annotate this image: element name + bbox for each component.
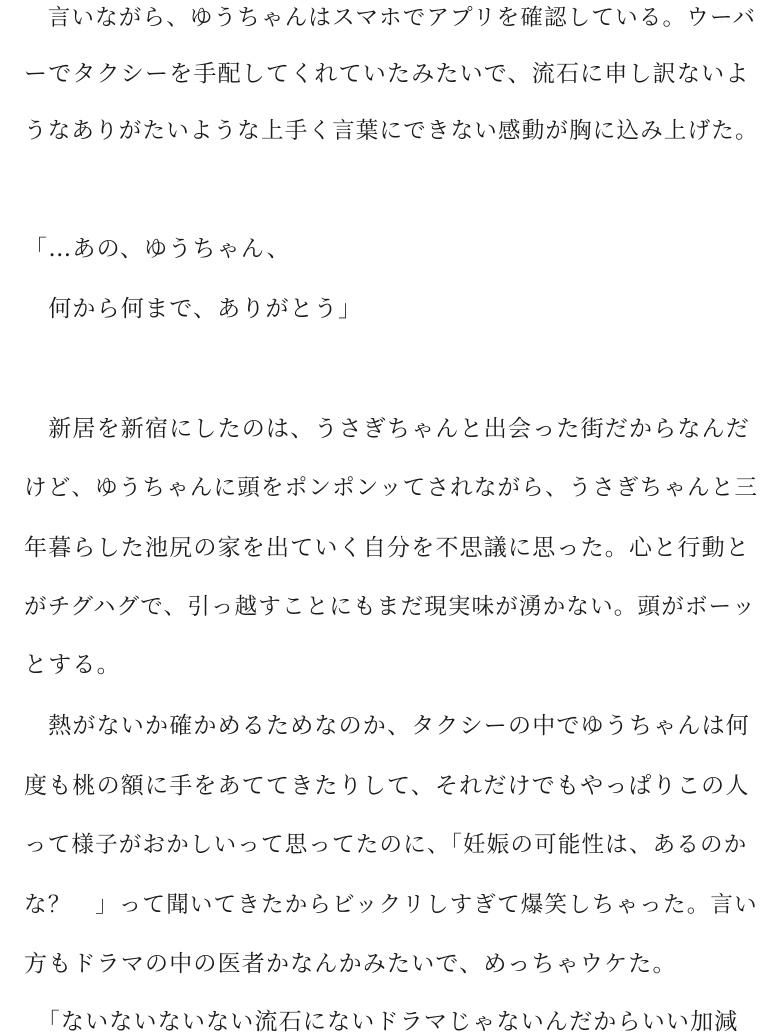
- text-line: 年暮らした池尻の家を出ていく自分を不思議に思った。心と行動と: [24, 535, 750, 561]
- text-line: 方もドラマの中の医者かなんかみたいで、めっちゃウケた。: [24, 951, 677, 977]
- text-line: 新居を新宿にしたのは、うさぎちゃんと出会った街だからなんだ: [24, 416, 750, 442]
- text-line: けど、ゆうちゃんに頭をポンポンッてされながら、うさぎちゃんと三: [24, 475, 759, 501]
- text-line: な？ 」って聞いてきたからビックリしすぎて爆笑しちゃった。言い: [24, 892, 758, 918]
- text-line: がチグハグで、引っ越すことにもまだ現実味が湧かない。頭がボーッ: [24, 594, 757, 620]
- text-line: って様子がおかしいって思ってたのに、「妊娠の可能性は、あるのか: [24, 832, 748, 858]
- text-line: 何から何まで、ありがとう」: [24, 296, 363, 322]
- text-line: とする。: [24, 652, 121, 678]
- text-line: ーでタクシーを手配してくれていたみたいで、流石に申し訳ないよ: [24, 61, 750, 87]
- text-line: 「ないないないない流石にないドラマじゃないんだからいい加減: [24, 1009, 739, 1035]
- text-line: 熱がないか確かめるためなのか、タクシーの中でゆうちゃんは何: [24, 713, 750, 739]
- text-line: 言いながら、ゆうちゃんはスマホでアプリを確認している。ウーバ: [24, 5, 757, 31]
- text-line: うなありがたいような上手く言葉にできない感動が胸に込み上げた。: [24, 118, 759, 144]
- text-line: 「…あの、ゆうちゃん、: [24, 236, 291, 262]
- text-line: 度も桃の額に手をあててきたりして、それだけでもやっぱりこの人: [24, 773, 750, 799]
